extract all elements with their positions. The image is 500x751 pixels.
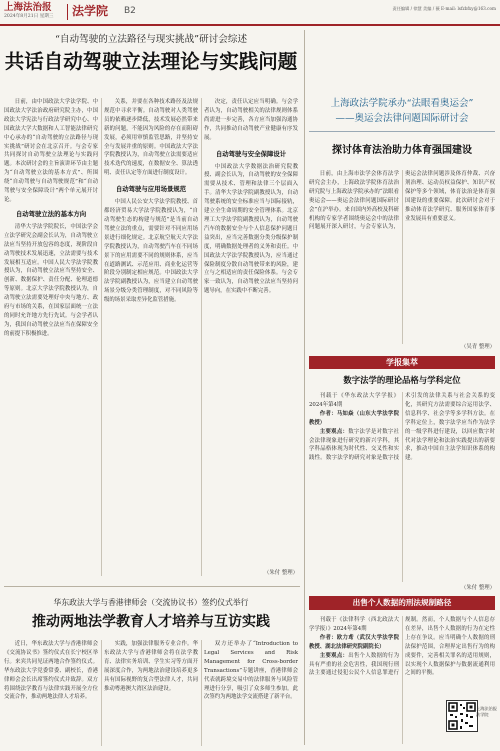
main-col-3 [204,98,298,576]
book-summary-text: 出售个人数据的行为具有严重的社会危害性，我国现行刑法主要通过侵犯公民个人信息罪进行规制。然而，个人数据与个人信息存在差异，出售个人数据的行为在定性上存在争议。应当明确个人数据的刑法保护范围，合理界定出售行为的构成要件，完善相关罪名的适用规则，以实现个人数据保护与数据流通利用之间的平衡。 [309,617,495,677]
main-headline: 共话自动驾驶立法理论与实践问题 [4,50,298,73]
right-signoff: （吴青 整理） [460,344,495,350]
bottom-col-2-text: 实践，加强法律服务专业合作。华东政法大学与香港律师会将在法学教育、法律实务培训、学生实习等方面开展深度合作，为两地法治建设培养更多具有国际视野的复合型法律人才，共同推动粤港澳大湾区法治建设。 [104,641,198,692]
main-col-2b-text: 中国人民公安大学法学院教授、首都经济贸易大学法学院教授认为，“自动驾驶生态的构建与规范”是当前自动驾驶立法的重点，需要针对不同应用场景进行细化规定。北京航空航天大学法学院教授认为，自动驾驶汽车在不同场景下的应用需要不同的规则体系，应当在道路测试、示范应用、商业化运营等阶段分别制定相应规范。中国政法大学法学院副教授认为，应当建立自动驾驶场景分级分类管理制度，对不同风险等级的场景采取差异化监管措施。 [104,199,198,304]
section-divider [67,4,68,20]
qr-code-icon [446,700,478,732]
right-title-2: ——奥运会法律问题国际研讨会 [335,113,469,124]
editor-meta: 责任编辑 / 徐慧 美编 / 薇 E-mail: lsfzbfxy@163.com [392,6,496,11]
header-rule [0,24,500,26]
col-rule [101,98,102,576]
issue-date: 2024年8月21日 星期三 [4,14,54,19]
brand-name: 上海法治报 [4,2,52,13]
academic-summary-text: 数字法学是对数字社会法律现象进行研究的新兴学科，其学科品格体现为时代性、交叉性和实践性。数字法学的研究对象是数字技术引发的法律关系与社会关系的变化，其研究方法需要综合运用法学、信息科学、社会学等多学科方法。在学科定位上，数字法学应当作为法学的一级学科进行建设，以回应数字时代对法学理论和法治实践提出的新要求，推动中国自主法学知识体系的构建。 [309,393,495,462]
main-col-3-text: 决定，责任认定应当明确。与会学者认为，自动驾驶相关的法律规则体系尚需进一步完善，各方应当加强沟通协作，共同推动自动驾驶产业健康有序发展。 [204,99,298,141]
bottom-article-rule [4,586,300,587]
main-col-3b-text: 中国政法大学数据法治研究院教授、副会长认为，自动驾驶的安全保障需要从技术、管理和法律三个层面入手。清华大学法学院副教授认为，自动驾驶系统的安全标准应当与国际接轨，建立全生命周期的安全管理体系。北京理工大学法学院副教授认为，自动驾驶汽车的数据安全与个人信息保护问题日益突出，应当完善数据分类分级保护制度，明确数据处理者的义务和责任。中国政法大学法学院教授认为，应当通过保险制度分散自动驾驶带来的风险，建立与之相适应的责任保险体系。与会专家一致认为，自动驾驶立法应当坚持问题导向，在实践中不断完善。 [204,163,298,295]
main-kicker: “自动驾驶的立法路径与现实挑战”研讨会综述 [54,34,248,45]
academic-subhead: 数字法学的理论品格与学科定位 [343,375,461,385]
page-number: B2 [124,6,136,16]
book-author: 作者：欧力鸢（武汉大学法学院教授、湖北法律研究院副院长） [309,634,399,650]
right-subhead: 探讨体育法治助力体育强国建设 [332,145,472,156]
masthead [4,3,64,23]
academic-signoff: （朱付 整理） [460,585,495,591]
main-subhead-2: 自动驾驶与应用场景规范 [115,185,187,194]
bottom-col-2 [104,640,198,746]
right-title-1: 上海政法学院承办“法眼看奥运会” [330,98,474,109]
academic-author: 作者：马如焱（山东大学法学院教授） [309,410,399,426]
right-article-text: 日前，由上海市法学会体育法学研究会主办，上海政法学院体育法治研究院与上海政法学院承办的“法眼看奥运会——奥运会法律问题国际研讨会”在沪举办。来自国内外高校及科研机构的专家学者围绕奥运会中的法律问题展开深入研讨，与会专家认为，奥运会法律问题涉及体育仲裁、兴奋剂治理、运动员权益保护、知识产权保护等多个领域，体育法治是体育强国建设的重要保障。此次研讨会对于推动体育法学研究、服务国家体育事业发展具有重要意义。 [309,171,495,231]
main-col-2-text: 关系，并要在各种技术路径及法规规范中寻求平衡。自动驾驶对人类驾驶员的依赖逐步降低，技术发展必然带来新的问题，不能因为风险的存在而阻碍发展，必须用审慎监管思路，并坚持安全与发展并重的原则。中国政法大学法学院教授认为，自动驾驶立法需要适应技术迭代的速度，在数据安全、算法透明、责任认定等方面进行制度设计。 [104,99,198,177]
bottom-kicker: 华东政法大学与香港律师会（交流协议书）签约仪式举行 [53,598,249,607]
academic-summary-label: 主要观点： [319,428,349,435]
col-rule [201,98,202,576]
column-separator [304,30,305,745]
right-article-body [309,170,495,344]
right-title-rule [309,131,495,132]
col-rule [101,640,102,746]
section-name: 法学院 [72,4,109,18]
main-subhead-1: 自动驾驶立法的基本方向 [15,209,87,218]
qr-code-graphic [447,701,477,731]
bottom-col-1-text: 近日，华东政法大学与香港律师会《交流协议书》签约仪式在长宁校区举行。来宾共同见证两地合作签约仪式。华东政法大学党委常委、副校长，香港律师会会长出席签约仪式并致辞。双方将围绕法学教育与法律实践开展全方位交流合作，推动两地法律人才培养。 [4,641,98,701]
bottom-col-3 [204,640,298,746]
main-subhead-3: 自动驾驶与安全保障设计 [215,149,287,158]
main-col-1-text: 日前，由中国政法大学法学院、中国政法大学法治政府研究院主办，中国政法大学宪法与行政法学研究中心、中国政法大学大数据和人工智能法律研究中心承办的“自动驾驶的立法路径与现实挑战”研讨会在北京召开。与会专家共同探讨自动驾驶立法理论与实践问题。本次研讨会的主旨演讲环节由主题为“自动驾驶立法的基本方式”、所围绕“自动驾驶与自动驾驶规范”和“自动驾驶与安全保障设计”两个单元展开讨论。 [4,99,98,203]
bottom-col-3-text: 双方还举办了“Introduction to Legal Services and Risk Management for Cross-border Transactions”专题讲座，香港律师会代表就跨境交易中的法律服务与风险管理进行分享，吸引了众多师生参加。此次签约为两地法学交流搭建了新平台。 [204,641,298,701]
main-col-2 [104,98,198,576]
main-signoff: （朱付 整理） [263,570,298,576]
main-col-1 [4,98,98,576]
academic-banner: 学报集萃 [309,356,495,369]
bottom-headline: 推动两地法学教育人才培养与互访实践 [32,614,270,630]
book-banner: 出售个人数据的刑法规制路径 [309,596,495,610]
main-col-1b-text: 清华大学法学院院长，中国法学会立法学研究会副会长认为，自动驾驶立法应当坚持开放包容的态度，现阶段自动驾驶技术发展迅速，立法需要与技术发展相互适应。中国人民大学法学院教授认为，自动驾驶立法应当坚持安全、创新、数据保护、责任分配、伦理道德等原则。北京大学法学院教授认为，自动驾驶立法需要处理好中央与地方、政府与市场的关系，在国家层面统一立法的同时允许地方先行先试。与会学者认为，我国自动驾驶立法应当在保障安全的前提下积极推进。 [4,223,98,337]
qr-caption: 上海法治报 法学院 [476,706,497,717]
col-rule [201,640,202,746]
book-cite: 刊载于《法律科学（西北政法大学学报）》2024年第4期 [309,617,399,632]
academic-cite: 刊载于《华东政法大学学报》2024年第4期 [309,393,399,408]
academic-body [309,392,495,582]
bottom-col-1 [4,640,98,746]
book-summary-label: 主要观点： [319,652,349,659]
